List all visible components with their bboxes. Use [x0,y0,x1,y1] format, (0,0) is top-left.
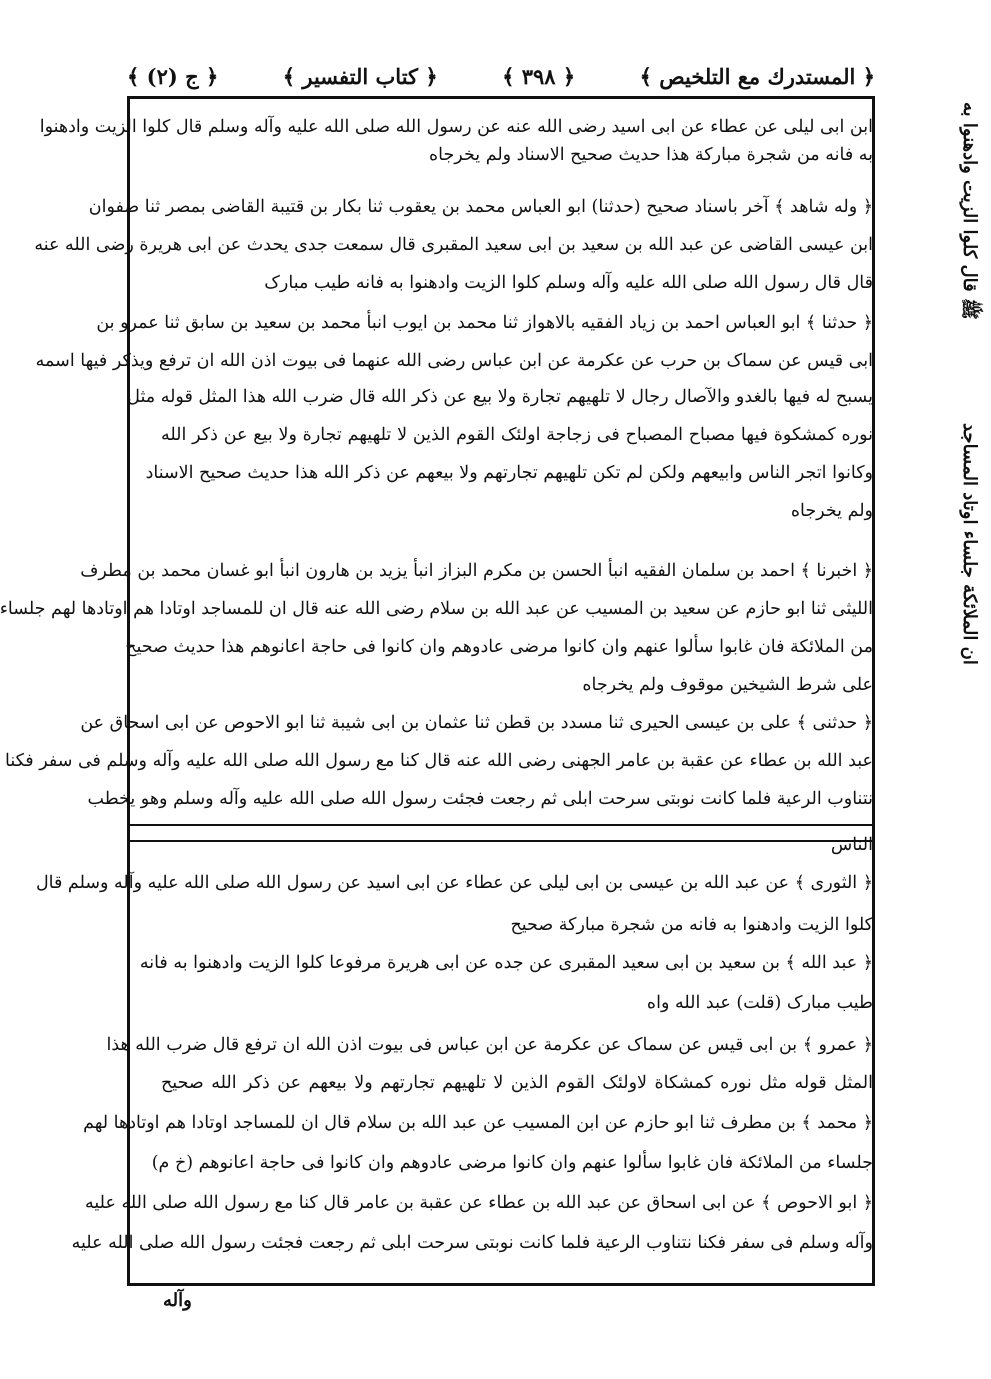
main-text-line: ولم یخرجاه [790,501,873,521]
main-text-line: نتناوب الرعیة فلما کانت نوبتی سرحت ابلی ثم رجعت فجئت رسول الله صلی الله علیه وآله وسلم وهو یخطب [87,789,873,809]
summary-text-line: طیب مبارک (قلت) عبد الله واه [646,993,873,1013]
main-text-line: قال قال رسول الله صلی الله علیه وآله وسلم کلوا الزیت وادهنوا به فانه طیب مبارک [264,273,873,293]
summary-text-line: ﴿ ابو الاحوص ﴾ عن ابی اسحاق عن عبد الله بن عطاء عن عقبة بن عامر قال کنا مع رسول الله صلی الله علیه [85,1193,873,1213]
chapter-title: ﴿ كتاب التفسير ﴾ [282,63,438,89]
main-text-line: ﴿ حدثنی ﴾ علی بن عیسی الحیری ثنا مسدد بن قطن ثنا عثمان بن ابی شیبة ثنا ابو الاحوص عن ابی اسحاق عن [80,713,873,733]
summary-text-line: ﴿ محمد ﴾ بن مطرف ثنا ابو حازم عن ابن المسیب عن عبد الله بن سلام قال ان للمساجد اوتادا هم اوتادها لهم [83,1113,873,1133]
summary-text-line: کلوا الزیت وادهنوا به فانه من شجرة مبارکة صحیح [510,915,873,935]
main-text-line: ابن ابی لیلی عن عطاء عن ابی اسید رضی الله عنه عن رسول الله صلی الله علیه وآله وسلم قال کلوا الزیت وادهنوا [39,117,873,137]
main-text-line: یسبح له فیها بالغدو والآصال رجال لا تلهیهم تجارة ولا بیع عن ذکر الله قال ضرب الله هذا المثل قوله مثل [127,387,873,407]
main-text-line: عبد الله بن عطاء عن عقبة بن عامر الجهنی رضی الله عنه قال کنا مع رسول الله صلی الله علیه وآله وسلم فی سفر فکنا [5,751,873,771]
main-text-line: الناس [830,835,873,855]
main-text-line: من الملائکة فان غابوا سألوا عنهم وان کانوا مرضی عادوهم وان کانوا فی حاجة اعانوهم هذا حدیث صحیح [125,637,873,657]
margin-note-2: ان الملائكة جلساء اوتاد المساجد [959,423,980,665]
trailing-catchword: وآله [163,1290,192,1311]
main-text-line: ابی قیس عن سماک بن حرب عن عکرمة عن ابن عباس رضی الله عنهما فی بیوت اذن الله ان ترفع ویذکر فیها اسمه [35,351,873,371]
summary-text-line: وآله وسلم فی سفر فکنا نتناوب الرعیة فلما کانت نوبتی سرحت ابلی ثم رجعت فجئت رسول الله صلی الله علیه [71,1233,873,1253]
main-text-line: وکانوا اتجر الناس وابیعهم ولکن لم تکن تلهیهم تجارتهم ولا بیعهم عن ذکر الله هذا حدیث صحیح الاسناد [145,463,873,483]
main-text-line: نوره کمشکوة فیها مصباح المصباح فی زجاجة اولئک القوم الذین لا تلهیهم تجارة ولا بیع عن ذکر الله [161,425,873,445]
summary-text-line: ﴿ الثوری ﴾ عن عبد الله بن عیسی بن ابی لیلی عن عطاء عن ابی اسید عن رسول الله صلی الله علیه وآله وسلم قال [35,873,873,893]
margin-note-1: ﷺ قال كلوا الزيت وادهنوا به [959,102,980,320]
volume-label: ﴿ ج (٢) ﴾ [127,63,219,89]
page-number: ﴿ ٣٩٨ ﴾ [502,63,576,89]
text-underline [130,824,872,826]
main-text-line: ﴿ حدثنا ﴾ ابو العباس احمد بن زیاد الفقیه بالاهواز ثنا محمد بن ایوب انبأ محمد بن سعید بن سابق ثنا عمرو بن [96,313,873,333]
summary-text-line: ﴿ عبد الله ﴾ بن سعید بن ابی سعید المقبری عن جده عن ابی هریرة مرفوعا کلوا الزیت وادهنوا به فانه [139,953,873,973]
main-text-line: اللیثی ثنا ابو حازم عن سعید بن المسیب عن عبد الله بن سلام رضی الله عنه قال ان للمساجد اوتادا هم اوتادها لهم جلساء [0,599,873,619]
main-text-line: به فانه من شجرة مبارکة هذا حدیث صحیح الاسناد ولم یخرجاه [428,145,873,165]
summary-text-line: المثل قوله مثل نوره کمشکاة لاولئک القوم الذین لا تلهیهم تجارتهم ولا بیعهم عن ذکر الله صحیح [161,1073,873,1093]
book-title: ﴿ المستدرك مع التلخيص ﴾ [639,63,875,89]
main-text-line: علی شرط الشیخین موقوف ولم یخرجاه [582,675,873,695]
main-text-line: ﴿ وله شاهد ﴾ آخر باسناد صحیح (حدثنا) ابو العباس محمد بن یعقوب ثنا بکار بن قتیبة القاضی بمصر ثنا صفوان [88,197,873,217]
running-header [127,58,875,94]
summary-text-line: جلساء من الملائکة فان غابوا سألوا عنهم وان کانوا مرضی عادوهم وان کانوا فی حاجة اعانوهم (خ م) [151,1153,873,1173]
summary-text-line: ﴿ عمرو ﴾ بن ابی قیس عن سماک عن عکرمة عن ابن عباس فی بیوت اذن الله ان ترفع قال ضرب الله هذا [106,1035,873,1055]
main-text-line: ابن عیسی القاضی عن عبد الله بن سعید بن ابی سعید المقبری قال سمعت جدی یحدث عن ابی هریرة رضی الله عنه [34,235,873,255]
main-text-line: ﴿ اخبرنا ﴾ احمد بن سلمان الفقیه انبأ الحسن بن مکرم البزاز انبأ یزید بن هارون انبأ ابو غسان محمد بن مطرف [80,561,873,581]
